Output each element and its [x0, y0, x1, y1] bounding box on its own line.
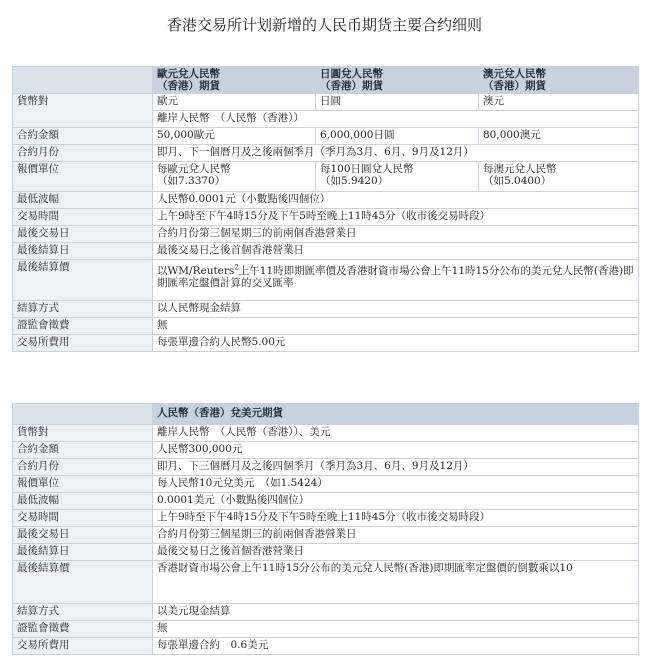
cell-line: （如5.9420）: [320, 175, 389, 187]
cell-value: 澳元: [479, 94, 639, 111]
cell-value: 人民幣300,000元: [153, 442, 639, 459]
cell-value: 50,000歐元: [153, 128, 316, 145]
table-row: [13, 621, 639, 638]
header-line: 澳元兌人民幣: [483, 68, 546, 80]
table-row: [13, 226, 639, 243]
contract-table-cnh-usd: [12, 403, 639, 655]
header-line: 日圓兌人民幣: [320, 68, 383, 80]
header-eur-cny: [153, 67, 316, 94]
cell-value: 以美元現金結算: [153, 604, 639, 621]
cell-value: 上午9時至下午4時15分及下午5時至晚上11時45分（收市後交易時段）: [153, 209, 639, 226]
table-row: [13, 260, 639, 301]
cell-value: 人民幣0.0001元（小數點後四個位）: [153, 192, 639, 209]
row-label: 交易時間: [13, 510, 153, 527]
row-label: 合約金額: [13, 128, 153, 145]
table-row: [13, 128, 639, 145]
header-aud-cny: [479, 67, 639, 94]
cell-value: 即月、下三個曆月及之後四個季月（季月為3月、6月、9月及12月）: [153, 459, 639, 476]
cell-value: 最後交易日之後首個香港營業日: [153, 544, 639, 561]
cell-value: 無: [153, 318, 639, 335]
cell-value: 每張單邊合約 0.6美元: [153, 638, 639, 655]
cell-line: （如7.3370）: [157, 175, 226, 187]
cell-value: 日圓: [316, 94, 479, 111]
cell-value: 0.0001美元（小數點後四個位）: [153, 493, 639, 510]
table-row: [13, 544, 639, 561]
row-label: 交易所費用: [13, 335, 153, 352]
cell-value: 即月、下一個曆月及之後兩個季月（季月為3月、6月、9月及12月）: [153, 145, 639, 162]
table-row: [13, 243, 639, 260]
cell-value: 以人民幣現金結算: [153, 301, 639, 318]
cell-value: 80,000澳元: [479, 128, 639, 145]
table-header-row: [13, 404, 639, 425]
row-label: 證監會徵費: [13, 318, 153, 335]
cell-line: 每澳元兌人民幣: [483, 163, 557, 175]
table-row: [13, 510, 639, 527]
header-jpy-cny: [316, 67, 479, 94]
row-label: 貨幣對: [13, 94, 153, 128]
row-label: 合約金額: [13, 442, 153, 459]
cell-value: 每人民幣10元兌美元 （如1.5424）: [153, 476, 639, 493]
cell-value: 離岸人民幣 （人民幣（香港））: [153, 111, 639, 128]
header-line: （香港）期貨: [157, 80, 220, 92]
cell-value: 最後交易日之後首個香港營業日: [153, 243, 639, 260]
cell-line: （如5.0400）: [483, 175, 552, 187]
header-corner: [13, 67, 153, 94]
row-label: 合約月份: [13, 145, 153, 162]
row-label: 貨幣對: [13, 425, 153, 442]
cell-line: 每100日圓兌人民幣: [320, 163, 414, 175]
table-row: [13, 604, 639, 621]
page-title: 香港交易所计划新增的人民币期货主要合约细则: [166, 16, 482, 34]
cell-value: 6,000,000日圓: [316, 128, 479, 145]
row-label: 最後交易日: [13, 527, 153, 544]
cell-line: 每歐元兌人民幣: [157, 163, 231, 175]
header-line: （香港）期貨: [320, 80, 383, 92]
row-label: 報價單位: [13, 476, 153, 493]
table-row: [13, 459, 639, 476]
cell-value: 上午9時至下午4時15分及下午5時至晚上11時45分（收市後交易時段）: [153, 510, 639, 527]
cell-value: 歐元: [153, 94, 316, 111]
cell-value: 每張單邊合約人民幣5.00元: [153, 335, 639, 352]
row-label: 結算方式: [13, 604, 153, 621]
table-row: [13, 442, 639, 459]
table-row: [13, 425, 639, 442]
table-row: [13, 162, 639, 192]
header-cnh-usd: 人民幣（香港）兌美元期貨: [153, 404, 639, 425]
cell-value: [153, 260, 639, 301]
cell-value: 離岸人民幣 （人民幣（香港））、美元: [153, 425, 639, 442]
table-row: [13, 335, 639, 352]
row-label: 交易時間: [13, 209, 153, 226]
table-row: [13, 318, 639, 335]
table-row: [13, 209, 639, 226]
table-row: [13, 94, 639, 111]
header-line: （香港）期貨: [483, 80, 546, 92]
row-label: 結算方式: [13, 301, 153, 318]
cell-value: 合約月份第三個星期三的前兩個香港營業日: [153, 527, 639, 544]
cell-value: [153, 162, 316, 192]
row-label: 最低波幅: [13, 192, 153, 209]
cell-text: 以WM/Reuters: [157, 265, 235, 277]
row-label: 最後結算價: [13, 260, 153, 301]
header-corner: [13, 404, 153, 425]
row-label: 合約月份: [13, 459, 153, 476]
cell-value: 無: [153, 621, 639, 638]
row-label: 最後結算日: [13, 243, 153, 260]
row-label: 交易所費用: [13, 638, 153, 655]
row-label: 最低波幅: [13, 493, 153, 510]
table-row: [13, 561, 639, 604]
table-row: [13, 476, 639, 493]
cell-value: 合約月份第三個星期三的前兩個香港營業日: [153, 226, 639, 243]
table-row: [13, 145, 639, 162]
table-row: [13, 527, 639, 544]
row-label: 證監會徵費: [13, 621, 153, 638]
row-label: 最後結算日: [13, 544, 153, 561]
table-row: [13, 493, 639, 510]
cell-text: 上午11時即期匯率價及香港財資市場公會上午11時15分公布的美元兌人民幣(香港)即期匯率定盤價計算的交叉匯率: [157, 265, 634, 289]
cell-value: [479, 162, 639, 192]
header-line: 歐元兌人民幣: [157, 68, 220, 80]
footnote-marker: 2: [234, 263, 239, 272]
table-row: [13, 638, 639, 655]
contract-table-cross-currency: [12, 66, 639, 352]
table-header-row: [13, 67, 639, 94]
cell-value: [316, 162, 479, 192]
row-label: 報價單位: [13, 162, 153, 192]
table-row: [13, 301, 639, 318]
cell-value: 香港財資市場公會上午11時15分公布的美元兌人民幣(香港)即期匯率定盤價的倒數乘以10: [153, 561, 639, 604]
table-row: [13, 192, 639, 209]
row-label: 最後結算價: [13, 561, 153, 604]
row-label: 最後交易日: [13, 226, 153, 243]
